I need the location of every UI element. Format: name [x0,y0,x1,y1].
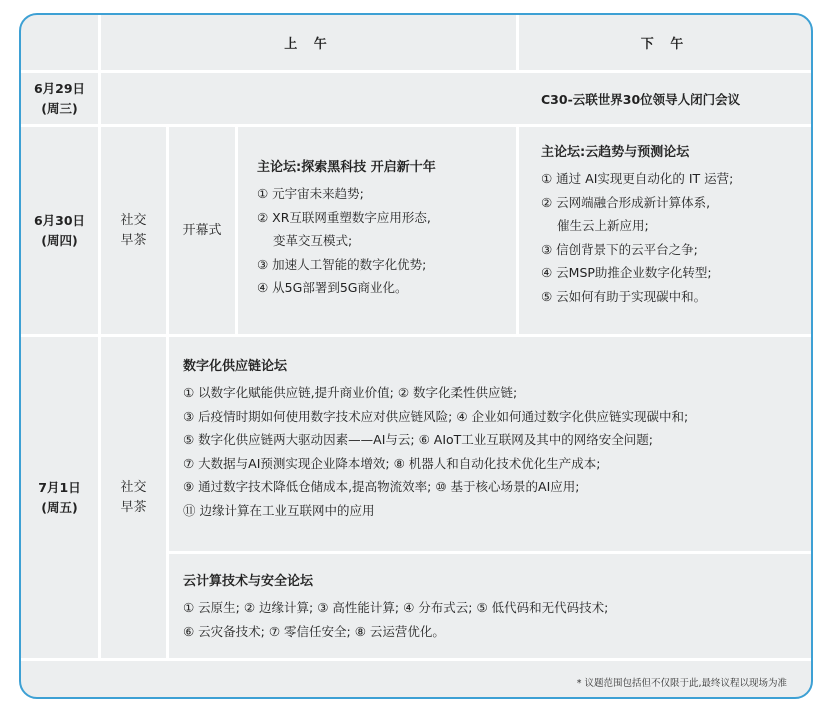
column-divider [235,125,238,335]
row-divider [168,551,811,554]
list-item: ② XR互联网重塑数字应用形态, [257,209,431,225]
forum-title: 云计算技术与安全论坛 [183,574,314,589]
tea-label: 社交 [120,212,147,228]
main-forum-block [257,158,515,300]
date-cell-jun29 [21,73,98,124]
topic-line: ③ 后疫情时期如何使用数字技术应对供应链风险; ④ 企业如何通过数字化供应链实现碳中和; [183,408,689,424]
list-item: ⑤ 云如何有助于实现碳中和。 [541,288,707,304]
closed-door-meeting: C30-云联世界30位领导人闭门会议 [541,91,741,107]
list-item: ④ 从5G部署到5G商业化。 [257,280,408,295]
list-item: ③ 加速人工智能的数字化优势; [257,256,427,272]
disclaimer-note: * 议题范围包括但不仅限于此,最终议程以现场为准 [576,678,787,689]
supply-chain-forum-block [183,357,809,522]
forum-title: 主论坛:探索黑科技 开启新十年 [257,160,436,175]
list-item: ④ 云MSP助推企业数字化转型; [541,265,712,280]
topic-line: ⑨ 通过数字技术降低仓储成本,提高物流效率; ⑩ 基于核心场景的AI应用; [183,479,580,494]
forum-title: 主论坛:云趋势与预测论坛 [541,145,690,160]
tea-label: 早茶 [120,499,147,515]
date-cell-jun30 [21,127,98,334]
topic-line: ① 云原生; ② 边缘计算; ③ 高性能计算; ④ 分布式云; ⑤ 低代码和无代码技术; [183,600,609,615]
list-item: ② 云网端融合形成新计算体系, [541,194,711,210]
opening-ceremony: 开幕式 [182,222,222,238]
weekday-label: (周三) [41,100,78,116]
list-item: ① 通过 AI实现更自动化的 IT 运营; [541,171,734,186]
forum-title: 数字化供应链论坛 [183,359,288,374]
date-label: 7月1日 [38,479,81,495]
cloud-trends-forum-block [541,143,809,308]
header-afternoon: 下 午 [640,37,690,52]
list-item: 变革交互模式; [273,233,353,248]
social-tea-cell [101,127,166,334]
date-label: 6月29日 [33,80,86,96]
tea-label: 早茶 [120,232,147,248]
list-item: ③ 信创背景下的云平台之争; [541,241,698,257]
row-divider [21,658,811,661]
list-item: ① 元宇宙未来趋势; [257,186,364,201]
weekday-label: (周四) [41,232,78,248]
date-cell-jul1 [21,337,98,658]
column-divider [516,125,519,335]
header-morning: 上 午 [284,37,333,52]
agenda-table [19,13,813,699]
topic-line: ⑦ 大数据与AI预测实现企业降本增效; ⑧ 机器人和自动化技术优化生产成本; [183,455,601,471]
weekday-label: (周五) [41,499,78,515]
topic-line: ① 以数字化赋能供应链,提升商业价值; ② 数字化柔性供应链; [183,385,518,400]
cloud-security-forum-block [183,572,809,643]
social-tea-cell [101,337,166,658]
topic-line: ⑪ 边缘计算在工业互联网中的应用 [183,502,375,518]
list-item: 催生云上新应用; [557,218,649,233]
topic-line: ⑥ 云灾备技术; ⑦ 零信任安全; ⑧ 云运营优化。 [183,623,445,639]
topic-line: ⑤ 数字化供应链两大驱动因素——AI与云; ⑥ AIoT工业互联网及其中的网络安全问题; [183,432,654,447]
date-label: 6月30日 [33,212,86,228]
tea-label: 社交 [120,479,147,495]
